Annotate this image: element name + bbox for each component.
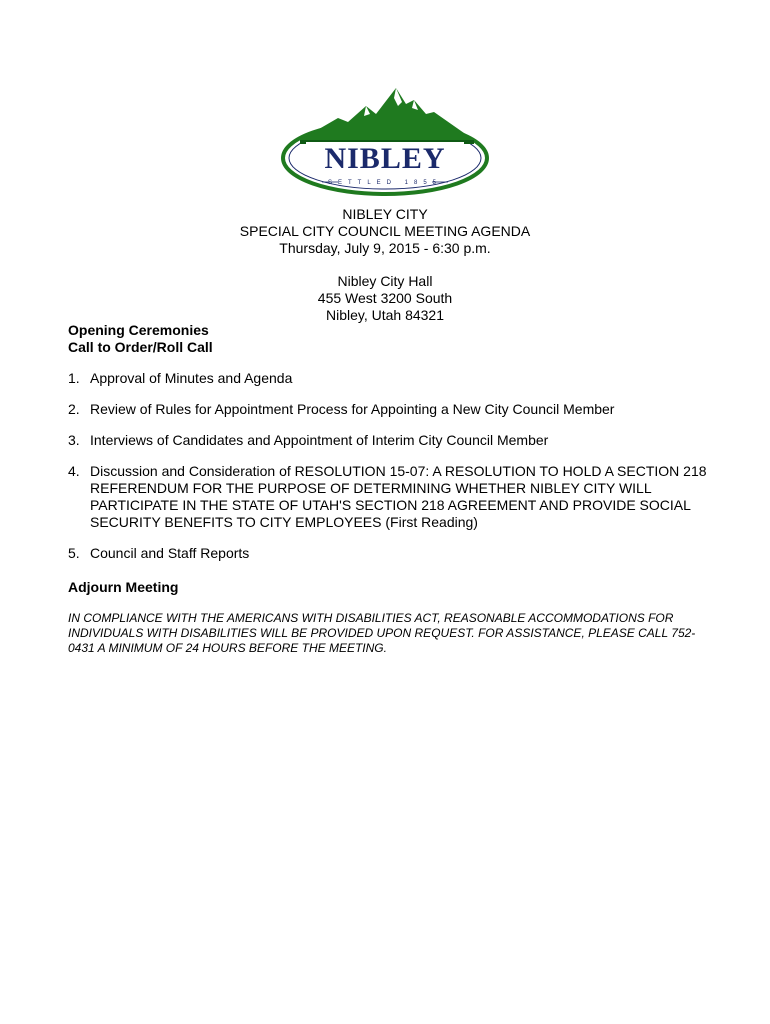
agenda-item-number: 1. bbox=[68, 370, 80, 386]
agenda-item-text: Interviews of Candidates and Appointment of Interim City Council Member bbox=[90, 432, 549, 448]
agenda-item bbox=[68, 432, 708, 449]
agenda-item-text: Discussion and Consideration of RESOLUTION 15-07: A RESOLUTION TO HOLD A SECTION 218 REFERENDUM FOR THE PURPOSE OF DETERMINING WHETHER NIBLEY CITY WILL PARTICIPATE IN THE STATE OF UTAH'S SECTION 218 AGREEMENT AND PROVIDE SOCIAL SECURITY BENEFITS TO CITY EMPLOYEES (First Reading) bbox=[90, 463, 707, 530]
agenda-item bbox=[68, 401, 708, 418]
agenda-item bbox=[68, 545, 708, 562]
agenda-item-number: 2. bbox=[68, 401, 80, 417]
agenda-item-text: Approval of Minutes and Agenda bbox=[90, 370, 293, 386]
header-date-time: Thursday, July 9, 2015 - 6:30 p.m. bbox=[279, 240, 491, 256]
agenda-item bbox=[68, 370, 708, 387]
location-street: 455 West 3200 South bbox=[317, 290, 453, 306]
agenda-item bbox=[68, 463, 708, 531]
logo-tagline: SETTLED 1855 bbox=[327, 180, 443, 186]
header-meeting-title: SPECIAL CITY COUNCIL MEETING AGENDA bbox=[239, 223, 531, 239]
agenda-item-number: 4. bbox=[68, 463, 80, 479]
logo-name: NIBLEY bbox=[324, 142, 446, 175]
opening-ceremonies: Opening Ceremonies bbox=[68, 322, 209, 338]
agenda-header bbox=[0, 206, 770, 324]
agenda-item-number: 3. bbox=[68, 432, 80, 448]
agenda-item-text: Council and Staff Reports bbox=[90, 545, 250, 561]
location-city: Nibley, Utah 84321 bbox=[325, 307, 445, 323]
agenda-item-text: Review of Rules for Appointment Process for Appointing a New City Council Member bbox=[90, 401, 615, 417]
call-to-order: Call to Order/Roll Call bbox=[68, 339, 213, 355]
ada-notice: IN COMPLIANCE WITH THE AMERICANS WITH DISABILITIES ACT, REASONABLE ACCOMMODATIONS FOR INDIVIDUALS WITH DISABILITIES WILL BE PROVIDED UPON REQUEST. FOR ASSISTANCE, PLEASE CALL 752-0431 A MINIMUM OF 24 HOURS BEFORE THE MEETING. bbox=[68, 611, 696, 655]
header-gap bbox=[0, 257, 770, 273]
agenda-list bbox=[68, 370, 708, 576]
nibley-logo bbox=[278, 84, 492, 196]
agenda-item-number: 5. bbox=[68, 545, 80, 561]
mountain-icon bbox=[300, 88, 474, 140]
adjourn-meeting: Adjourn Meeting bbox=[68, 579, 179, 595]
location-name: Nibley City Hall bbox=[337, 273, 433, 289]
nibley-logo-graphic bbox=[278, 84, 492, 196]
header-city: NIBLEY CITY bbox=[342, 206, 428, 222]
opening-section bbox=[68, 322, 213, 356]
